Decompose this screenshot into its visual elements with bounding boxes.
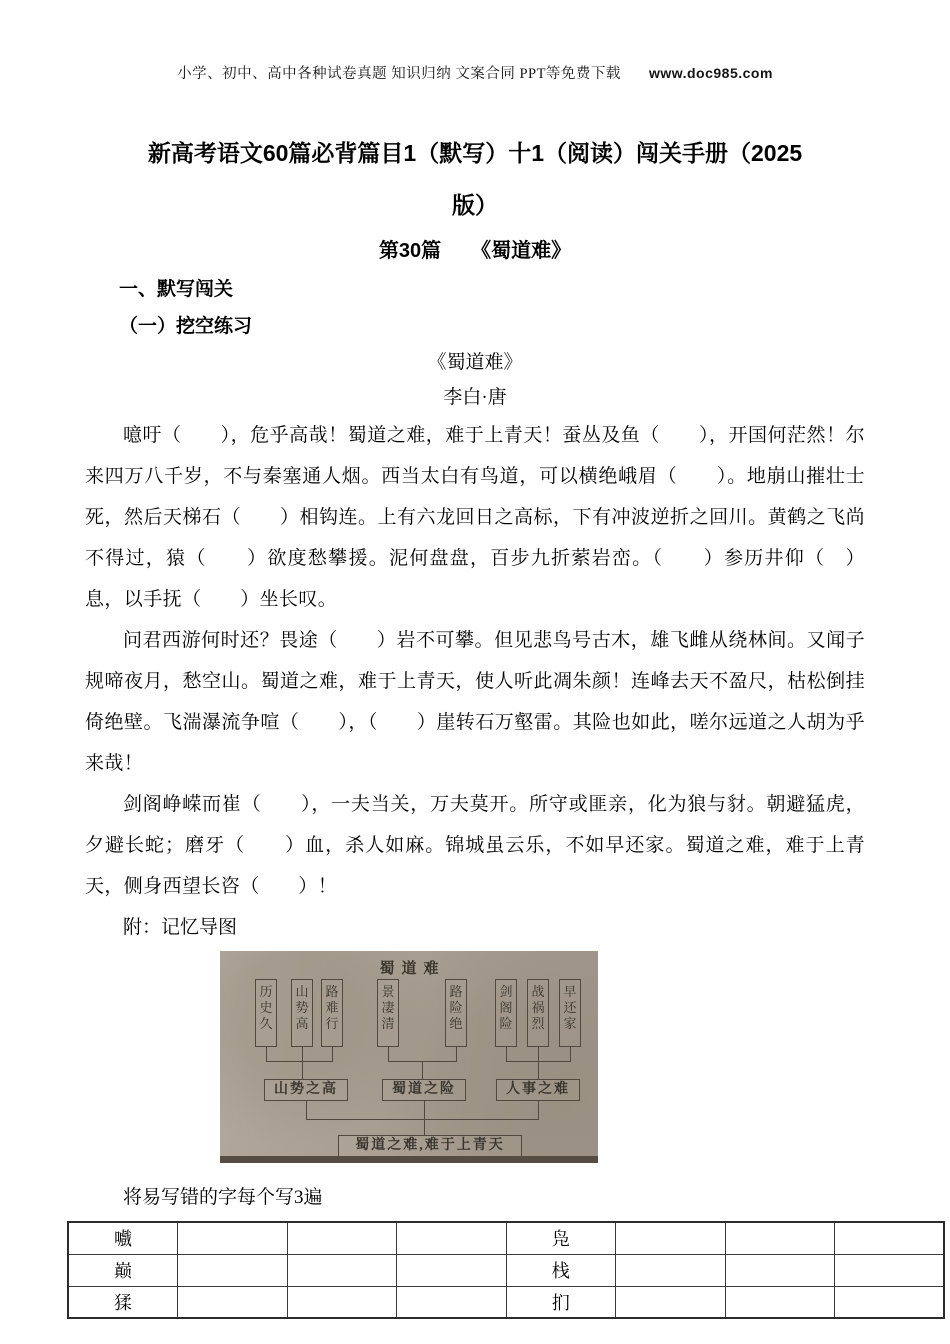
mindmap-branch: 山势之高 xyxy=(264,1079,348,1101)
connector-line xyxy=(306,1119,539,1120)
promo-text: 小学、初中、高中各种试卷真题 知识归纳 文案合同 PPT等免费下载 xyxy=(177,66,621,82)
table-cell: 扪 xyxy=(506,1286,616,1318)
mindmap-title: 蜀道难 xyxy=(379,961,446,977)
appendix-label: 附：记忆导图 xyxy=(123,917,238,938)
table-cell: 栈 xyxy=(506,1254,616,1286)
mindmap-leaf: 剑阁险 xyxy=(495,979,517,1047)
connector-line xyxy=(538,1061,539,1079)
connector-line xyxy=(538,1101,539,1119)
connector-line xyxy=(570,1047,571,1061)
mindmap-branch: 人事之难 xyxy=(496,1079,580,1101)
poem-paragraph-1: 噫吁（ ），危乎高哉！蜀道之难，难于上青天！蚕丛及鱼（ ），开国何茫然！尔来四万八千岁，不与秦塞通人烟。西当太白有鸟道，可以横绝峨眉（ ）。地崩山摧壮士死，然后天梯石（ ）相钩连。上有六龙回日之高标，下有冲波逆折之回川。黄鹤之飞尚不得过，猿（ ）欲度愁攀援。泥何盘盘，百步九折萦岩峦。（ ）参历井仰（ ）息，以手抚（ ）坐长叹。 xyxy=(85,425,865,610)
table-cell xyxy=(725,1222,835,1254)
character-practice-table xyxy=(67,1221,945,1319)
mindmap-leaf: 景凄清 xyxy=(377,979,399,1047)
mindmap-root: 蜀道之难,难于上青天 xyxy=(338,1135,522,1157)
poem-paragraph-2: 问君西游何时还？畏途（ ）岩不可攀。但见悲鸟号古木，雄飞雌从绕林间。又闻子规啼夜月，愁空山。蜀道之难，难于上青天，使人听此凋朱颜！连峰去天不盈尺，枯松倒挂倚绝壁。飞湍瀑流争喧（ ），（ ）崖转石万壑雷。其险也如此，嗟尔远道之人胡为乎来哉！ xyxy=(85,630,865,774)
connector-line xyxy=(456,1047,457,1061)
table-row xyxy=(68,1222,944,1254)
table-cell xyxy=(397,1222,507,1254)
table-row xyxy=(68,1286,944,1318)
table-cell xyxy=(287,1222,397,1254)
connector-line xyxy=(266,1061,333,1062)
connector-line xyxy=(424,1101,425,1119)
table-cell xyxy=(835,1254,945,1286)
connector-line xyxy=(332,1047,333,1061)
table-cell xyxy=(725,1254,835,1286)
mindmap-leaf: 历史久 xyxy=(255,979,277,1047)
connector-line xyxy=(266,1047,267,1061)
table-cell xyxy=(616,1222,726,1254)
mindmap-branch: 蜀道之险 xyxy=(382,1079,466,1101)
table-cell: 猱 xyxy=(68,1286,178,1318)
mindmap-leaf: 早还家 xyxy=(559,979,581,1047)
poem-author: 李白·唐 xyxy=(443,387,507,408)
connector-line xyxy=(506,1047,507,1061)
connector-line xyxy=(538,1047,539,1061)
promo-header xyxy=(0,0,950,83)
connector-line xyxy=(388,1047,389,1061)
connector-line xyxy=(302,1061,303,1079)
table-cell xyxy=(835,1222,945,1254)
mindmap-leaf: 战祸烈 xyxy=(527,979,549,1047)
table-cell: 巅 xyxy=(68,1254,178,1286)
connector-line xyxy=(422,1061,423,1079)
chapter-heading: 第30篇 《蜀道难》 xyxy=(378,240,572,262)
table-cell xyxy=(725,1286,835,1318)
table-cell xyxy=(397,1286,507,1318)
table-cell xyxy=(835,1286,945,1318)
table-cell xyxy=(178,1254,288,1286)
mindmap-leaf: 路难行 xyxy=(321,979,343,1047)
subsection-heading: （一）挖空练习 xyxy=(119,316,253,337)
table-cell xyxy=(178,1222,288,1254)
table-cell xyxy=(397,1254,507,1286)
section-heading: 一、默写闯关 xyxy=(119,279,234,300)
connector-line xyxy=(424,1119,425,1135)
title-line-1: 新高考语文60篇必背篇目1（默写）十1（阅读）闯关手册（2025 xyxy=(147,140,803,166)
connector-line xyxy=(302,1047,303,1061)
poem-paragraph-3: 剑阁峥嵘而崔（ ），一夫当关，万夫莫开。所守或匪亲，化为狼与豺。朝避猛虎，夕避长蛇；磨牙（ ）血，杀人如麻。锦城虽云乐，不如早还家。蜀道之难，难于上青天，侧身西望长咨（ ）！ xyxy=(85,794,865,897)
table-cell xyxy=(287,1254,397,1286)
table-cell: 凫 xyxy=(506,1222,616,1254)
photo-edge-shadow xyxy=(220,1156,598,1163)
connector-line xyxy=(306,1101,307,1119)
table-row xyxy=(68,1254,944,1286)
table-cell xyxy=(616,1286,726,1318)
poem-title: 《蜀道难》 xyxy=(427,352,523,373)
site-link[interactable]: www.doc985.com xyxy=(648,65,773,81)
mindmap-leaf: 路险绝 xyxy=(445,979,467,1047)
table-cell: 嚱 xyxy=(68,1222,178,1254)
title-line-2: 版） xyxy=(452,192,498,218)
mindmap-photo xyxy=(220,951,598,1163)
table-cell xyxy=(616,1254,726,1286)
table-cell xyxy=(287,1286,397,1318)
document-title xyxy=(85,127,865,231)
practice-note: 将易写错的字每个写3遍 xyxy=(123,1187,323,1208)
mindmap-leaf: 山势高 xyxy=(291,979,313,1047)
table-cell xyxy=(178,1286,288,1318)
